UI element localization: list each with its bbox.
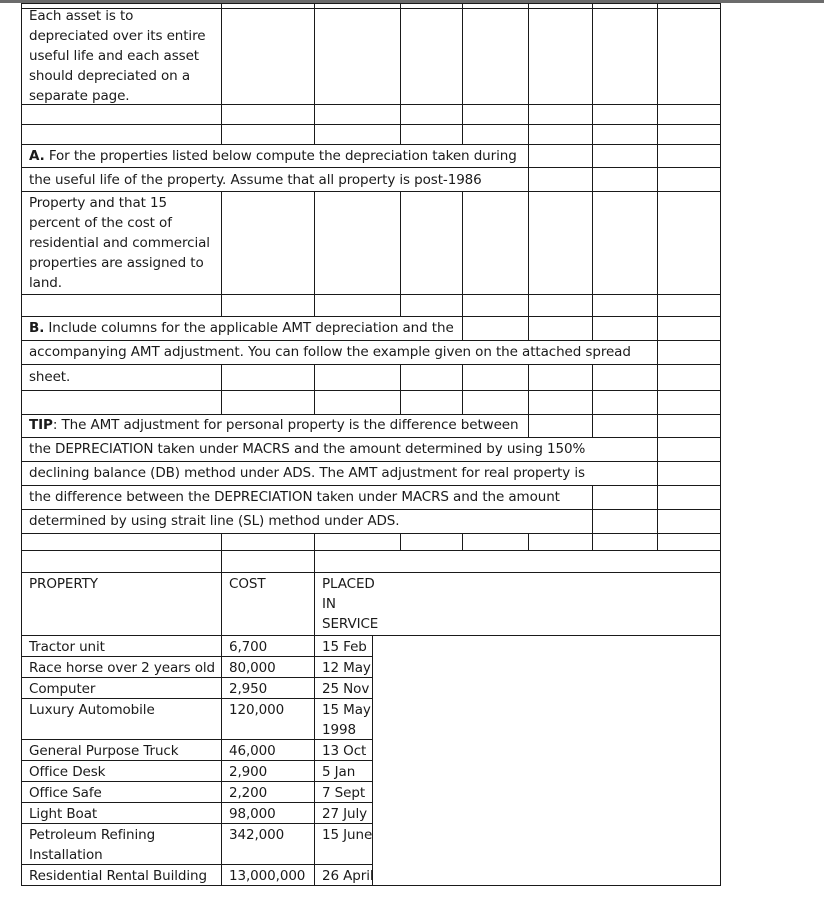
grid-line: [21, 364, 721, 365]
cell-property: Residential Rental Building: [29, 868, 207, 884]
grid-line: [400, 364, 401, 415]
cell-cost: 98,000: [229, 806, 276, 822]
grid-line: [592, 316, 593, 341]
grid-line: [592, 3, 593, 144]
grid-line: [21, 144, 721, 145]
cell-cost: 342,000: [229, 827, 285, 843]
grid-line: [400, 533, 401, 551]
grid-line: [592, 144, 593, 168]
grid-line: [657, 144, 658, 168]
grid-line: [314, 3, 315, 144]
grid-line: [21, 124, 721, 125]
header-placed: IN: [322, 596, 336, 612]
cell-property: Computer: [29, 681, 96, 697]
part-a-line-2: the useful life of the property. Assume that all property is post-1986: [29, 172, 482, 188]
cell-property: Luxury Automobile: [29, 702, 155, 718]
grid-line: [592, 191, 593, 317]
cell-placed: 15 Feb: [322, 639, 367, 655]
part-b-text: Include columns for the applicable AMT depreciation and the: [44, 320, 454, 336]
cell-placed: 27 July: [322, 806, 368, 822]
grid-line: [462, 364, 463, 415]
tip-line-2: the DEPRECIATION taken under MACRS and the amount determined by using 150%: [29, 441, 586, 457]
cell-property: Light Boat: [29, 806, 98, 822]
grid-line: [528, 144, 529, 168]
cell-placed: 15 June: [322, 827, 373, 843]
grid-line: [400, 191, 401, 317]
grid-line: [657, 191, 658, 317]
cell-placed: 26 April: [322, 868, 374, 884]
cell-cost: 6,700: [229, 639, 268, 655]
tip-line-3: declining balance (DB) method under ADS. The AMT adjustment for real property is: [29, 465, 585, 481]
grid-line: [657, 485, 658, 510]
grid-line: [720, 3, 721, 551]
cell-cost: 46,000: [229, 743, 276, 759]
cell-property: Petroleum Refining: [29, 827, 156, 843]
grid-line: [314, 364, 315, 415]
grid-line: [21, 739, 373, 740]
grid-line: [528, 414, 529, 438]
cell-placed: 13 Oct: [322, 743, 367, 759]
part-b-label: B.: [29, 320, 45, 336]
intro-line: depreciated over its entire: [29, 28, 206, 44]
grid-line: [592, 509, 593, 534]
cell-placed: 15 May: [322, 702, 371, 718]
cell-placed: 25 Nov: [322, 681, 370, 697]
grid-line: [592, 167, 593, 191]
grid-line: [657, 3, 658, 144]
cell-cost: 2,200: [229, 785, 268, 801]
grid-line: [462, 191, 463, 317]
grid-line: [528, 316, 529, 341]
cell-property: Office Safe: [29, 785, 102, 801]
cell-placed: 5 Jan: [322, 764, 356, 780]
grid-line: [462, 316, 463, 341]
grid-line: [592, 485, 593, 510]
part-a-cont-line: properties are assigned to: [29, 255, 204, 271]
grid-line: [221, 3, 222, 144]
tip-line-5: determined by using strait line (SL) method under ADS.: [29, 513, 400, 529]
header-placed: SERVICE: [322, 616, 379, 632]
grid-line: [21, 485, 721, 486]
grid-line: [400, 3, 401, 144]
intro-line: separate page.: [29, 88, 130, 104]
grid-line: [528, 167, 529, 191]
grid-line: [657, 340, 658, 365]
tip-line-4: the difference between the DEPRECIATION taken under MACRS and the amount: [29, 489, 560, 505]
part-b-line-3: sheet.: [29, 369, 71, 385]
part-b-line-1: [29, 318, 454, 338]
grid-line: [21, 316, 721, 317]
grid-line: [21, 390, 721, 391]
grid-line: [592, 414, 593, 438]
grid-line: [21, 533, 721, 534]
cell-property: Race horse over 2 years old: [29, 660, 215, 676]
tip-line-1: [29, 415, 518, 435]
cell-property: Tractor unit: [29, 639, 105, 655]
grid-line: [21, 509, 721, 510]
grid-line: [21, 294, 721, 295]
grid-line: [528, 3, 529, 144]
grid-line: [21, 550, 721, 551]
grid-line: [657, 414, 658, 438]
grid-line: [21, 3, 721, 4]
grid-line: [657, 509, 658, 534]
cell-placed-extra: 1998: [322, 722, 356, 738]
grid-line: [528, 364, 529, 415]
grid-line: [221, 550, 222, 886]
intro-line: should depreciated on a: [29, 68, 191, 84]
part-a-label: A.: [29, 148, 45, 164]
part-a-text: For the properties listed below compute the depreciation taken during: [44, 148, 517, 164]
grid-line: [21, 635, 721, 636]
tip-label: TIP: [29, 417, 53, 433]
grid-line: [720, 572, 721, 886]
grid-line: [528, 191, 529, 317]
part-b-line-2: accompanying AMT adjustment. You can follow the example given on the attached spread: [29, 344, 631, 360]
cell-cost: 2,950: [229, 681, 268, 697]
cell-placed: 7 Sept: [322, 785, 366, 801]
grid-line: [592, 364, 593, 415]
grid-line: [21, 3, 22, 886]
tip-text: : The AMT adjustment for personal property is the difference between: [52, 417, 519, 433]
cell-cost: 80,000: [229, 660, 276, 676]
grid-line: [462, 533, 463, 551]
grid-line: [314, 191, 315, 317]
part-a-cont-line: percent of the cost of: [29, 215, 172, 231]
grid-line: [528, 533, 529, 551]
intro-line: Each asset is to: [29, 8, 134, 24]
grid-line: [592, 533, 593, 551]
grid-line: [21, 572, 721, 573]
grid-line: [657, 437, 658, 462]
grid-line: [221, 364, 222, 415]
part-a-cont-line: residential and commercial: [29, 235, 210, 251]
grid-line: [21, 437, 721, 438]
intro-line: useful life and each asset: [29, 48, 199, 64]
grid-line: [462, 3, 463, 144]
cell-placed: 12 May: [322, 660, 371, 676]
cell-cost: 13,000,000: [229, 868, 306, 884]
grid-line: [657, 167, 658, 191]
grid-line: [314, 533, 315, 551]
header-placed: PLACED: [322, 576, 375, 592]
cell-property: General Purpose Truck: [29, 743, 179, 759]
part-a-cont-line: Property and that 15: [29, 195, 167, 211]
part-a-cont-line: land.: [29, 275, 62, 291]
grid-line: [720, 550, 721, 573]
grid-line: [21, 167, 721, 168]
grid-line: [657, 316, 658, 341]
grid-line: [657, 461, 658, 486]
grid-line: [657, 364, 658, 415]
part-a-line-1: [29, 146, 517, 166]
grid-line: [314, 550, 315, 886]
grid-line: [21, 461, 721, 462]
cell-cost: 2,900: [229, 764, 268, 780]
cell-cost: 120,000: [229, 702, 285, 718]
grid-line: [21, 191, 721, 192]
cell-property: Office Desk: [29, 764, 106, 780]
grid-line: [221, 191, 222, 317]
grid-line: [21, 340, 721, 341]
cell-property-extra: Installation: [29, 847, 103, 863]
header-cost: COST: [229, 576, 266, 592]
header-property: PROPERTY: [29, 576, 98, 592]
grid-line: [657, 533, 658, 551]
grid-line: [221, 533, 222, 551]
